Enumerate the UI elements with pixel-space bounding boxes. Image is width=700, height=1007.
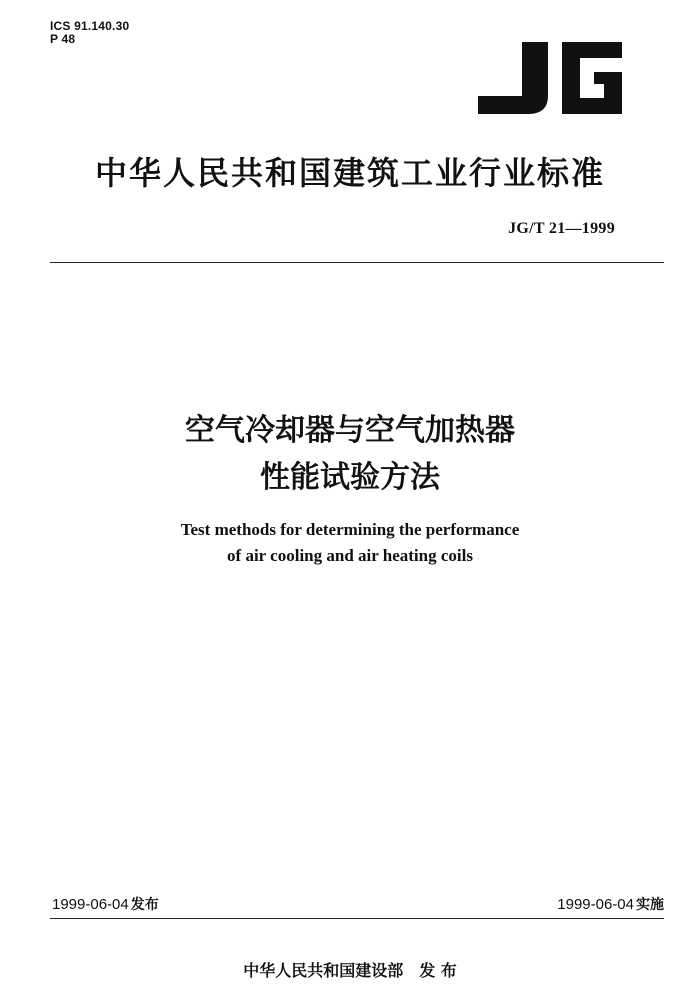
implement-date-value: 1999-06-04 [557, 896, 634, 913]
title-zh-line1: 空气冷却器与空气加热器 [185, 413, 515, 448]
ccs-code: P 48 [50, 32, 76, 46]
implement-date-label: 实施 [636, 897, 664, 913]
publisher [0, 958, 700, 981]
standard-category-title: 中华人民共和国建筑工业行业标准 [94, 154, 605, 192]
title-en-line2: of air cooling and air heating coils [227, 546, 473, 565]
publisher-action: 发 布 [419, 961, 457, 980]
publisher-name: 中华人民共和国建设部 [243, 961, 404, 980]
issue-date [52, 894, 159, 914]
header-divider [50, 262, 664, 263]
issue-date-value: 1999-06-04 [52, 896, 129, 913]
standard-code: JG/T 21—1999 [508, 220, 615, 237]
implement-date [557, 894, 664, 914]
ics-code: ICS 91.140.30 [50, 19, 130, 33]
classification-codes [50, 20, 129, 46]
footer-divider [50, 918, 664, 919]
title-en-line1: Test methods for determining the performance [180, 520, 520, 539]
title-zh-line2: 性能试验方法 [260, 460, 440, 495]
jg-logo [470, 40, 630, 116]
issue-date-label: 发布 [130, 897, 159, 913]
